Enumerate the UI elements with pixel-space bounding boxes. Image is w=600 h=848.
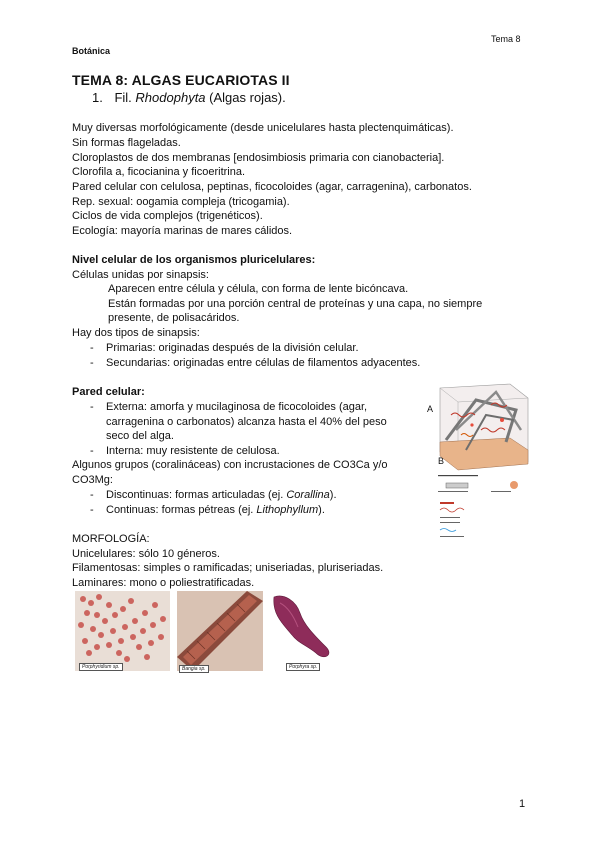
bullet-dash: - <box>90 445 94 457</box>
morfologia-line: Laminares: mono o poliestratificadas. <box>72 577 255 589</box>
morfologia-line: Filamentosas: simples o ramificadas; uniseriadas, pluriseriadas. <box>72 562 384 574</box>
thumb-caption: Bangia sp. <box>179 665 209 673</box>
section-prefix: Fil. <box>114 90 136 105</box>
page-title: TEMA 8: ALGAS EUCARIOTAS II <box>72 72 290 88</box>
pared-line: CO3Mg: <box>72 474 113 486</box>
section-suffix: (Algas rojas). <box>205 90 286 105</box>
intro-line: Muy diversas morfológicamente (desde unicelulares hasta plectenquimáticas). <box>72 122 454 134</box>
bullet-dash: - <box>90 504 94 516</box>
bullet-dash: - <box>90 489 94 501</box>
intro-line: Rep. sexual: oogamia compleja (tricogamia). <box>72 196 290 208</box>
pared-heading: Pared celular: <box>72 386 145 398</box>
nivel-line: Células unidas por sinapsis: <box>72 269 209 281</box>
page-number: 1 <box>519 798 526 810</box>
pared-item-line: Interna: muy resistente de celulosa. <box>106 445 280 457</box>
incrustacion-prefix: Continuas: formas pétreas (ej. <box>106 504 257 516</box>
pared-item-line: carragenina o carbonatos) alcanza hasta el 40% del peso <box>106 416 387 428</box>
nivel-indented-line: presente, de polisacáridos. <box>108 312 240 324</box>
incrustacion-suffix: ). <box>329 489 337 501</box>
micrograph-porphyridium <box>75 591 170 684</box>
bangia-image <box>177 591 263 671</box>
morfologia-heading: MORFOLOGÍA: <box>72 533 150 545</box>
micrograph-bangia <box>177 591 263 684</box>
morfologia-line: Unicelulares: sólo 10 géneros. <box>72 548 220 560</box>
intro-line: Sin formas flageladas. <box>72 137 181 149</box>
pared-item-line: seco del alga. <box>106 430 174 442</box>
cell-wall-diagram <box>436 380 530 544</box>
incrustacion-suffix: ). <box>318 504 325 516</box>
thumb-caption: Porphyridium sp. <box>79 663 123 671</box>
header-topic: Tema 8 <box>491 34 521 44</box>
intro-line: Clorofila a, ficocianina y ficoeritrina. <box>72 166 246 178</box>
nivel-heading: Nivel celular de los organismos pluricelulares: <box>72 254 316 266</box>
intro-line: Ciclos de vida complejos (trigenéticos). <box>72 210 263 222</box>
figure-label-a: A <box>427 404 434 414</box>
bullet-dash: - <box>90 342 94 354</box>
section-taxon: Rhodophyta <box>135 90 206 105</box>
nivel-line: Hay dos tipos de sinapsis: <box>72 327 200 339</box>
micrograph-porphyra <box>264 591 339 684</box>
incrustacion-genus: Corallina <box>286 489 330 501</box>
intro-line: Cloroplastos de dos membranas [endosimbiosis primaria con cianobacteria]. <box>72 152 445 164</box>
bullet-dash: - <box>90 357 94 369</box>
section-heading <box>92 90 286 105</box>
sinapsis-item: Secundarias: originadas entre células de filamentos adyacentes. <box>106 357 421 369</box>
incrustacion-item <box>106 488 337 503</box>
incrustacion-item <box>106 503 325 518</box>
incrustacion-prefix: Discontinuas: formas articuladas (ej. <box>106 489 287 501</box>
porphyra-image <box>264 591 339 671</box>
incrustacion-genus: Lithophyllum <box>256 504 319 516</box>
pared-item-line: Externa: amorfa y mucilaginosa de ficocoloides (agar, <box>106 401 368 413</box>
thumb-caption: Porphyra sp. <box>286 663 320 671</box>
section-number: 1. <box>92 90 103 105</box>
sinapsis-item: Primarias: originadas después de la división celular. <box>106 342 359 354</box>
nivel-indented-line: Aparecen entre célula y célula, con forma de lente bicóncava. <box>108 283 409 295</box>
intro-line: Pared celular con celulosa, peptinas, ficocoloides (agar, carragenina), carbonatos. <box>72 181 472 193</box>
porphyridium-image <box>75 591 170 671</box>
nivel-indented-line: Están formadas por una porción central de proteínas y una capa, no siempre <box>108 298 483 310</box>
bullet-dash: - <box>90 401 94 413</box>
header-subject: Botánica <box>72 46 111 56</box>
pared-line: Algunos grupos (coralináceas) con incrustaciones de CO3Ca y/o <box>72 459 388 471</box>
intro-line: Ecología: mayoría marinas de mares cálidos. <box>72 225 293 237</box>
figure-label-b: B <box>438 456 445 466</box>
